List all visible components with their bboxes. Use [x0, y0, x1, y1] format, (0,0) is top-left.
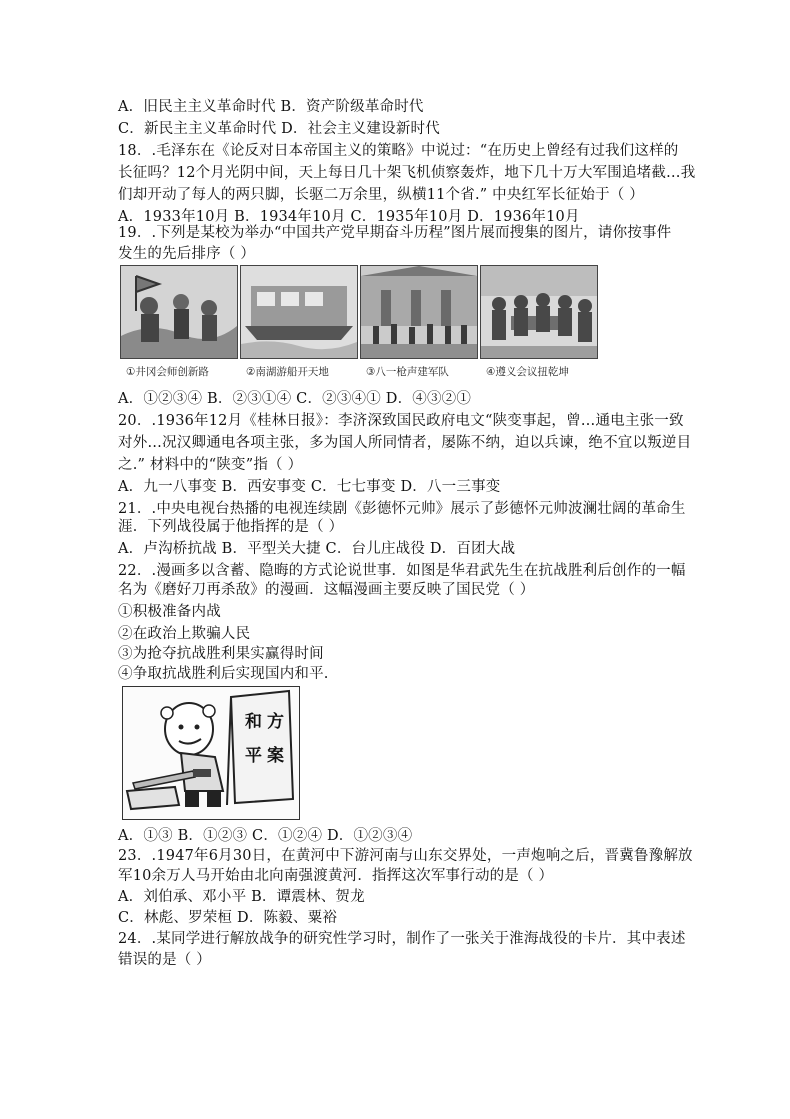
- photo-nanchang-uprising: [360, 265, 478, 359]
- q19-stem-line2: 发生的先后排序（ ）: [118, 246, 256, 262]
- photo-jinggang-meeting: [120, 265, 238, 359]
- q22-stem-line2: 名为《磨好刀再杀敌》的漫画．这幅漫画主要反映了国民党（ ）: [118, 582, 535, 598]
- sign-char-an: 案: [267, 746, 284, 766]
- q19-stem-line1: 19．.下列是某校为举办“中国共产党早期奋斗历程”图片展而搜集的图片，请你按事件: [118, 225, 672, 241]
- q22-item-3: ③为抢夺抗战胜利果实赢得时间: [118, 646, 324, 662]
- q19-options: A．①②③④ B．②③①④ C．②③④① D．④③②①: [118, 391, 472, 407]
- q22-item-1: ①积极准备内战: [118, 604, 221, 620]
- q20-options: A．九一八事变 B．西安事变 C．七七事变 D．八一三事变: [118, 479, 501, 495]
- photo-nanhu-boat: [240, 265, 358, 359]
- q17-options-ab: A．旧民主主义革命时代 B．资产阶级革命时代: [118, 99, 424, 115]
- q21-options: A．卢沟桥抗战 B．平型关大捷 C．台儿庄战役 D．百团大战: [118, 541, 516, 557]
- q20-stem-line3: 之.” 材料中的“陕变”指（ ）: [118, 457, 303, 473]
- q23-options-cd: C．林彪、罗荣桓 D．陈毅、粟裕: [118, 910, 338, 926]
- q20-stem-line1: 20．.1936年12月《桂林日报》：李济深致国民政府电文“陕变事起，曾…通电主张一致: [118, 413, 684, 429]
- q24-stem-line1: 24．.某同学进行解放战争的研究性学习时，制作了一张关于淮海战役的卡片．其中表述: [118, 931, 686, 947]
- q17-options-cd: C．新民主主义革命时代 D．社会主义建设新时代: [118, 121, 440, 137]
- photo-caption-4: ④遵义会议扭乾坤: [486, 366, 569, 378]
- q23-options-ab: A．刘伯承、邓小平 B．谭震林、贺龙: [118, 889, 365, 905]
- q20-stem-line2: 对外…况汉卿通电各项主张，多为国人所同情者，屡陈不纳，迫以兵谏，绝不宜以叛逆目: [118, 435, 692, 451]
- photo-zunyi-meeting: [480, 265, 598, 359]
- q23-stem-line2: 军10余万人马开始由北向南强渡黄河．指挥这次军事行动的是（ ）: [118, 868, 554, 884]
- q18-stem-line1: 18．.毛泽东在《论反对日本帝国主义的策略》中说过：“在历史上曾经有过我们这样的: [118, 143, 679, 159]
- q21-stem-line2: 涯．下列战役属于他指挥的是（ ）: [118, 519, 344, 535]
- q22-item-4: ④争取抗战胜利后实现国内和平.: [118, 666, 329, 682]
- sign-char-he: 和: [245, 712, 262, 732]
- q22-options: A．①③ B．①②③ C．①②④ D．①②③④: [118, 828, 413, 844]
- q18-stem-line3: 们却开动了每人的两只脚，长驱二万余里，纵横11个省.” 中央红军长征始于（ ）: [118, 187, 644, 203]
- q22-cartoon-image: [122, 686, 300, 820]
- photo-caption-3: ③八一枪声建军队: [366, 366, 449, 378]
- q18-options: A．1933年10月 B．1934年10月 C．1935年10月 D．1936年10月: [118, 209, 580, 225]
- sign-char-ping: 平: [245, 746, 262, 766]
- q21-stem-line1: 21．.中央电视台热播的电视连续剧《彭德怀元帅》展示了彭德怀元帅波澜壮阔的革命生: [118, 501, 686, 517]
- photo-caption-2: ②南湖游船开天地: [246, 366, 329, 378]
- q19-photo-strip: [120, 265, 595, 385]
- photo-caption-1: ①井冈会师创新路: [126, 366, 209, 378]
- q23-stem-line1: 23．.1947年6月30日，在黄河中下游河南与山东交界处，一声炮响之后，晋冀鲁豫解放: [118, 848, 693, 864]
- q22-item-2: ②在政治上欺骗人民: [118, 626, 251, 642]
- q18-stem-line2: 长征吗？12个月光阴中间，天上每日几十架飞机侦察轰炸，地下几十万大军围追堵截…我: [118, 165, 696, 181]
- q22-stem-line1: 22．.漫画多以含蓄、隐晦的方式论说世事．如图是华君武先生在抗战胜利后创作的一幅: [118, 563, 686, 579]
- sign-char-fang: 方: [267, 712, 284, 732]
- q24-stem-line2: 错误的是（ ）: [118, 952, 212, 968]
